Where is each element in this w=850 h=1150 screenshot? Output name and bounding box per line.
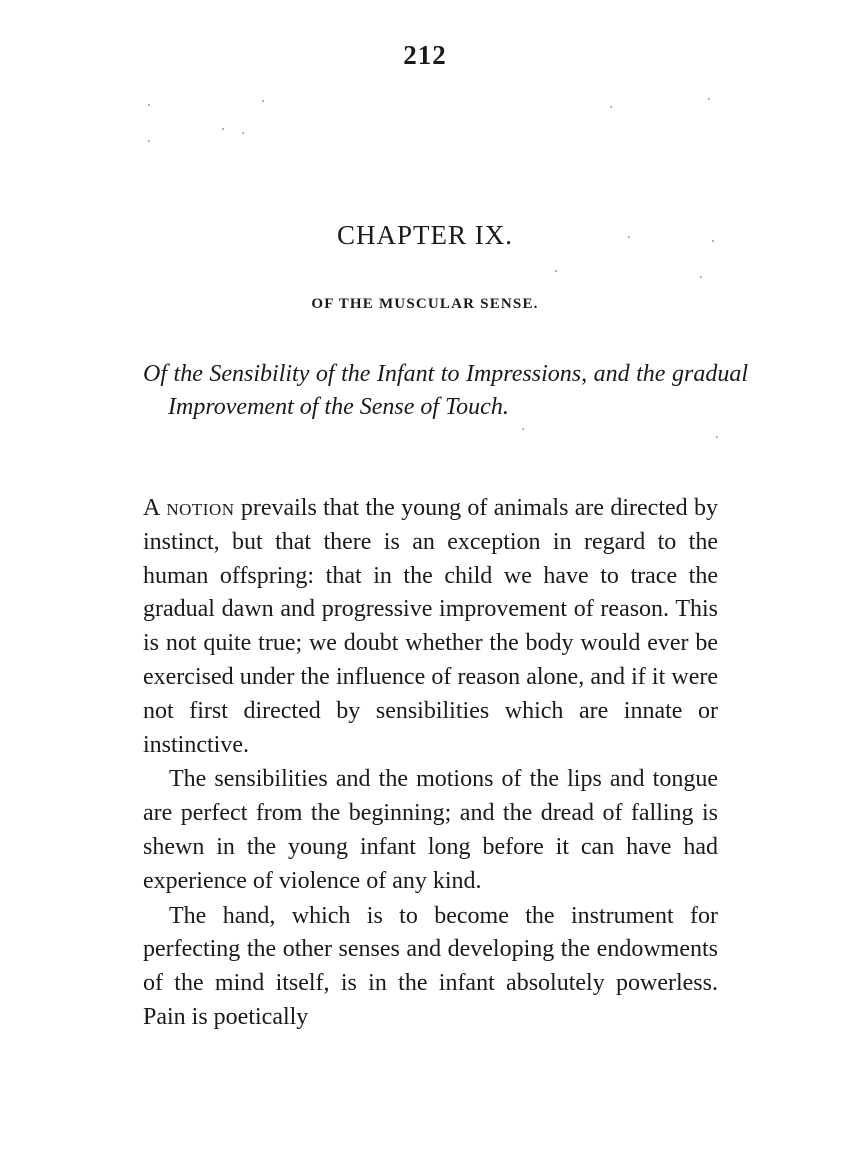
scan-speck <box>700 276 702 278</box>
paragraph: The sensibilities and the motions of the lips and tongue are perfect from the beginning; and the dread of falling is shewn in the young infant long before it can have had experience of violence of any kind. <box>143 766 718 894</box>
scan-speck <box>712 240 714 242</box>
chapter-title: CHAPTER IX. <box>336 220 513 250</box>
paragraph-lead: A notion <box>143 495 235 521</box>
scan-speck <box>716 436 718 438</box>
scan-speck <box>242 132 244 134</box>
scan-speck <box>262 100 264 102</box>
page-number: 212 <box>403 40 447 70</box>
chapter-subtitle: OF THE MUSCULAR SENSE. <box>311 296 539 312</box>
body-text <box>143 492 718 1035</box>
scan-speck <box>222 128 224 130</box>
scan-speck <box>708 98 710 100</box>
scan-speck <box>148 104 150 106</box>
paragraph-text: prevails that the young of animals are directed by instinct, but that there is an exception in regard to the human offspring: that in the child we have to trace the gradual dawn and progressive improvement of reason. This is not quite true; we doubt whether the body would ever be exercised under the influence of reason alone, and if it were not first directed by sensibilities which are innate or instinctive. <box>143 495 718 758</box>
scan-speck <box>522 428 524 430</box>
scan-speck <box>148 140 150 142</box>
scan-speck <box>610 106 612 108</box>
scan-speck <box>628 236 630 238</box>
paragraph <box>143 492 718 762</box>
scan-speck <box>555 270 557 272</box>
paragraph: The hand, which is to become the instrument for perfecting the other senses and developing the endowments of the mind itself, is in the infant absolutely powerless. Pain is poetically <box>143 902 718 1030</box>
chapter-summary: Of the Sensibility of the Infant to Impressions, and the gradual Improvement of the Sense of Touch. <box>143 361 748 420</box>
